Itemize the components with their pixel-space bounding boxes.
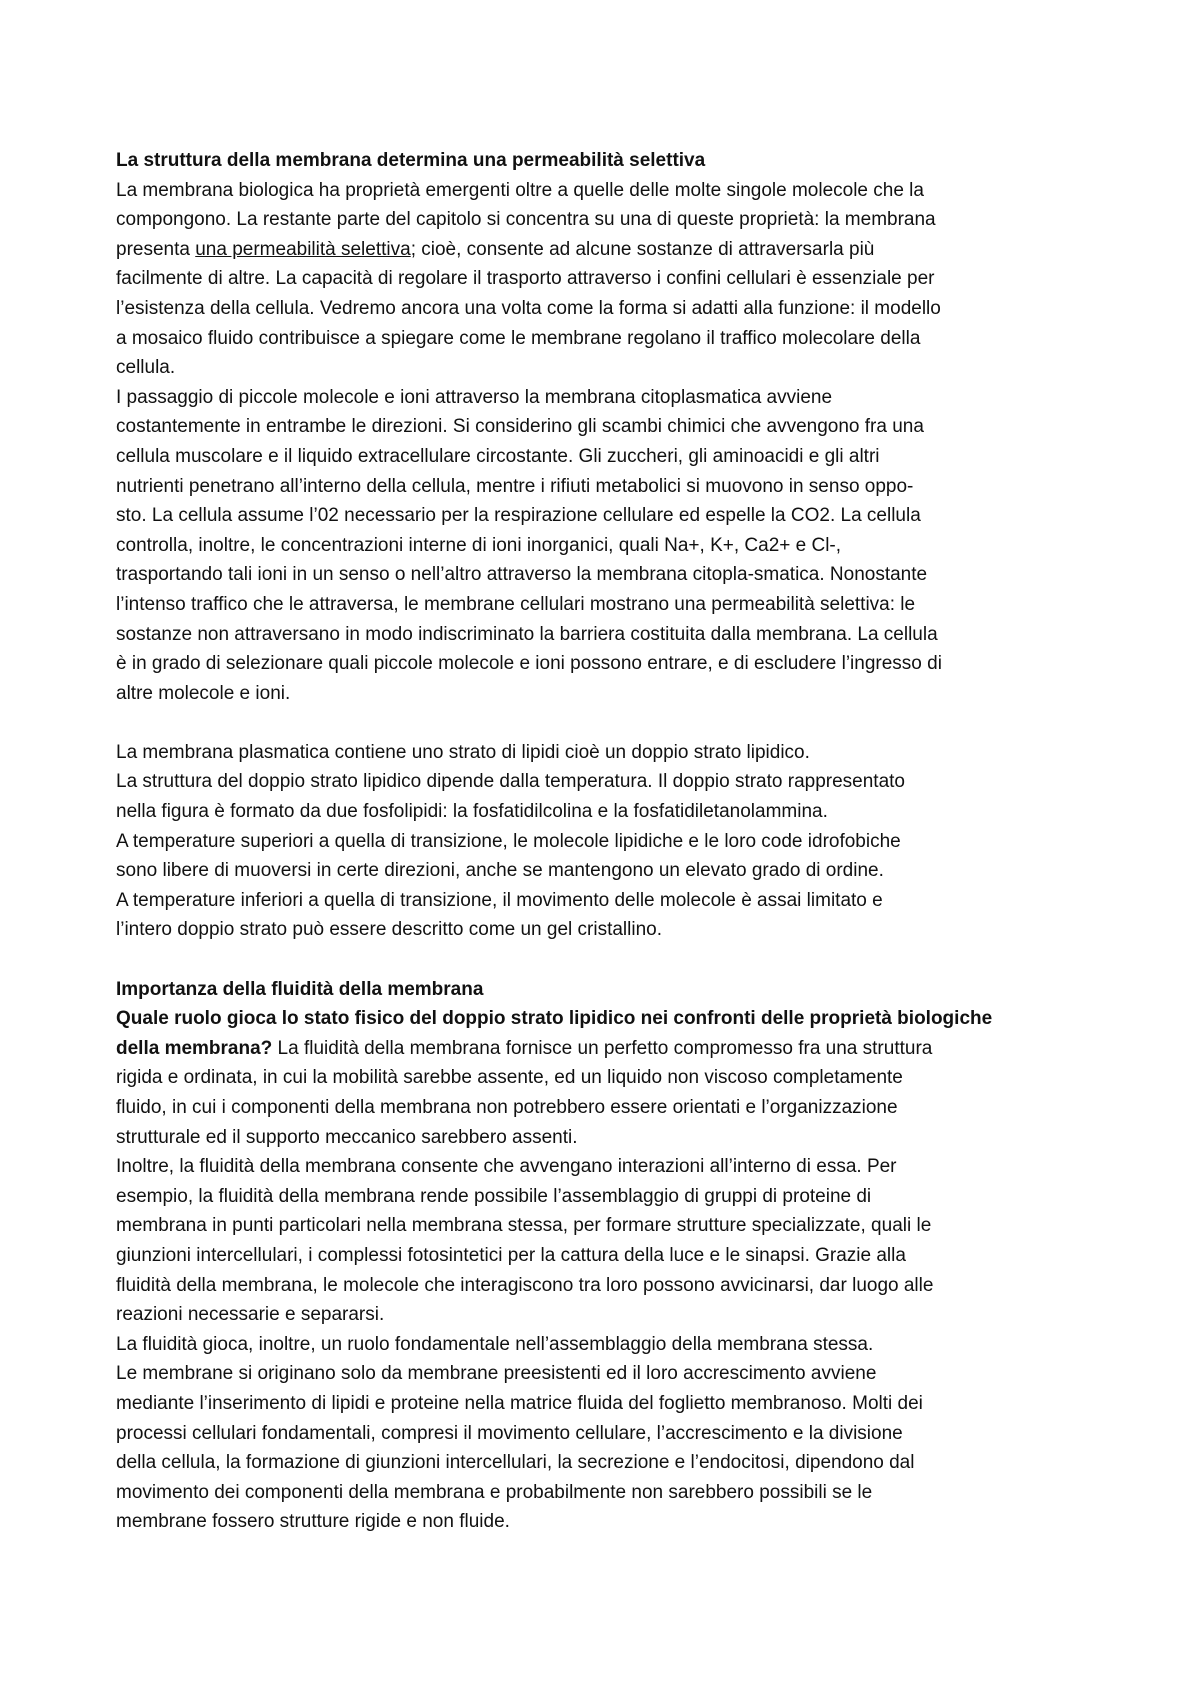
text-line: fluidità della membrana, le molecole che interagiscono tra loro possono avvicinarsi, dar luogo alle xyxy=(116,1274,934,1296)
text-line: a mosaico fluido contribuisce a spiegare come le membrane regolano il traffico molecolare della xyxy=(116,327,921,349)
text-line: nella figura è formato da due fosfolipidi: la fosfatidilcolina e la fosfatidiletanolammina. xyxy=(116,801,828,823)
text-line: movimento dei componenti della membrana e probabilmente non sarebbero possibili se le xyxy=(116,1481,873,1503)
section-title-permeability: La struttura della membrana determina una permeabilità selettiva xyxy=(116,150,706,171)
blank-line xyxy=(116,708,1096,738)
text-line: cellula muscolare e il liquido extracellulare circostante. Gli zuccheri, gli aminoacidi e gli altri xyxy=(116,445,880,467)
text-line: trasportando tali ioni in un senso o nell’altro attraverso la membrana citopla-smatica. Nonostante xyxy=(116,564,928,586)
text-line: facilmente di altre. La capacità di regolare il trasporto attraverso i confini cellulari è essenziale per xyxy=(116,268,935,290)
blank-line xyxy=(116,945,1096,975)
text-line: Inoltre, la fluidità della membrana consente che avvengano interazioni all’interno di essa. Per xyxy=(116,1156,897,1178)
text-line: fluido, in cui i componenti della membrana non potrebbero essere orientati e l’organizzazione xyxy=(116,1097,898,1118)
text-line: sono libere di muoversi in certe direzioni, anche se mantengono un elevato grado di ordine. xyxy=(116,860,884,882)
text-line: strutturale ed il supporto meccanico sarebbero assenti. xyxy=(116,1126,578,1148)
text-line: processi cellulari fondamentali, compresi il movimento cellulare, l’accrescimento e la divisione xyxy=(116,1422,903,1444)
text-line: La fluidità gioca, inoltre, un ruolo fondamentale nell’assemblaggio della membrana stessa. xyxy=(116,1333,874,1355)
text-line xyxy=(116,235,1096,265)
text-line: altre molecole e ioni. xyxy=(116,682,291,704)
text-line: l’esistenza della cellula. Vedremo ancora una volta come la forma si adatti alla funzione: il modello xyxy=(116,297,941,319)
text-line: membrana in punti particolari nella membrana stessa, per formare strutture specializzate, quali le xyxy=(116,1215,932,1237)
text-line: della cellula, la formazione di giunzioni intercellulari, la secrezione e l’endocitosi, dipendono dal xyxy=(116,1452,915,1474)
underlined-term: una permeabilità selettiva xyxy=(195,238,411,260)
text-line: reazioni necessarie e separarsi. xyxy=(116,1304,385,1326)
text-line: Le membrane si originano solo da membrane preesistenti ed il loro accrescimento avviene xyxy=(116,1363,877,1385)
text-line: l’intero doppio strato può essere descritto come un gel cristallino. xyxy=(116,919,663,941)
text-line: A temperature inferiori a quella di transizione, il movimento delle molecole è assai limitato e xyxy=(116,889,883,911)
text-line: è in grado di selezionare quali piccole molecole e ioni possono entrare, e di escludere l’ingresso di xyxy=(116,653,942,675)
bold-question-end: della membrana? xyxy=(116,1037,273,1059)
text-run: La fluidità della membrana fornisce un perfetto compromesso fra una struttura xyxy=(272,1037,933,1059)
text-line: sostanze non attraversano in modo indiscriminato la barriera costituita dalla membrana. La cellula xyxy=(116,623,938,645)
text-line: controlla, inoltre, le concentrazioni interne di ioni inorganici, quali Na+, K+, Ca2+ e Cl-, xyxy=(116,534,842,556)
text-line: nutrienti penetrano all’interno della cellula, mentre i rifiuti metabolici si muovono in senso oppo- xyxy=(116,475,914,497)
text-line: esempio, la fluidità della membrana rende possibile l’assemblaggio di gruppi di proteine di xyxy=(116,1185,872,1207)
text-line: sto. La cellula assume l’02 necessario per la respirazione cellulare ed espelle la CO2. La cellula xyxy=(116,505,921,527)
document-body xyxy=(116,146,1096,1537)
text-run: ; cioè, consente ad alcune sostanze di attraversarla più xyxy=(410,238,875,260)
text-line: compongono. La restante parte del capitolo si concentra su una di queste proprietà: la membrana xyxy=(116,209,936,231)
text-line: A temperature superiori a quella di transizione, le molecole lipidiche e le loro code idrofobiche xyxy=(116,830,901,852)
text-line: membrane fossero strutture rigide e non fluide. xyxy=(116,1511,510,1533)
bold-question-line: Quale ruolo gioca lo stato fisico del doppio strato lipidico nei confronti delle proprietà biologiche xyxy=(116,1008,993,1030)
text-line: La membrana plasmatica contiene uno strato di lipidi cioè un doppio strato lipidico. xyxy=(116,741,810,763)
text-line: mediante l’inserimento di lipidi e proteine nella matrice fluida del foglietto membranoso. Molti dei xyxy=(116,1392,923,1414)
text-line: I passaggio di piccole molecole e ioni attraverso la membrana citoplasmatica avviene xyxy=(116,386,833,408)
text-line: cellula. xyxy=(116,357,176,379)
section-title-fluidity: Importanza della fluidità della membrana xyxy=(116,978,484,1000)
text-line: costantemente in entrambe le direzioni. Si considerino gli scambi chimici che avvengono fra una xyxy=(116,416,924,438)
text-line: l’intenso traffico che le attraversa, le membrane cellulari mostrano una permeabilità selettiva: le xyxy=(116,593,916,615)
text-line: La struttura del doppio strato lipidico dipende dalla temperatura. Il doppio strato rappresentato xyxy=(116,771,905,793)
text-line: La membrana biologica ha proprietà emergenti oltre a quelle delle molte singole molecole che la xyxy=(116,179,924,201)
text-run: presenta xyxy=(116,238,196,260)
text-line xyxy=(116,1034,1096,1064)
text-line: giunzioni intercellulari, i complessi fotosintetici per la cattura della luce e le sinapsi. Grazie alla xyxy=(116,1244,906,1266)
text-line: rigida e ordinata, in cui la mobilità sarebbe assente, ed un liquido non viscoso completamente xyxy=(116,1067,903,1089)
